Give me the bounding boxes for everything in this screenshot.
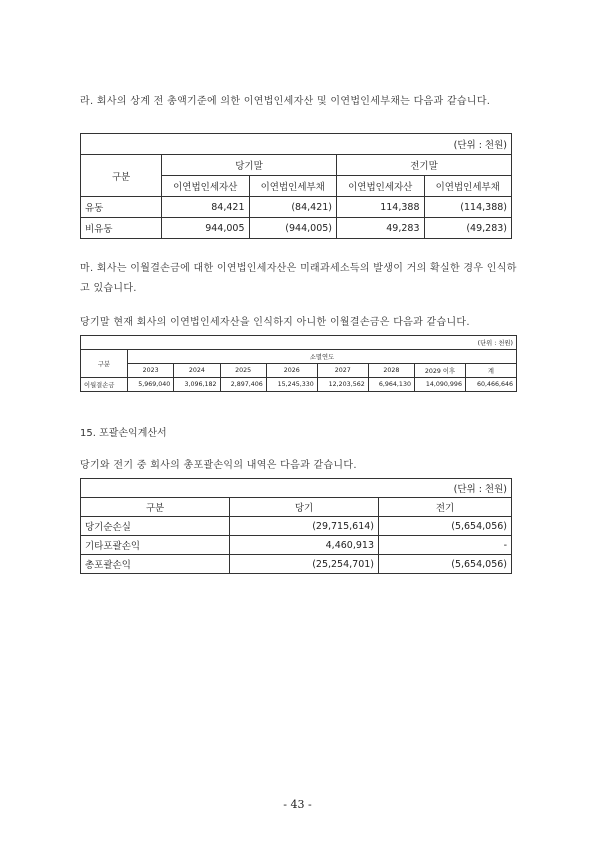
cell-value: 12,203,562: [317, 378, 368, 392]
cell-value: 49,283: [337, 218, 425, 239]
unrecognized-loss-carryforward-table: [80, 335, 517, 392]
cell-value: (49,283): [424, 218, 512, 239]
table-row: [81, 197, 512, 218]
section-heading-15: 15. 포괄손익계산서: [80, 428, 167, 439]
header-prior-asset: 이연법인세자산: [337, 176, 425, 197]
cell-value: 6,964,130: [368, 378, 414, 392]
cell-value: (5,654,056): [379, 555, 512, 574]
table-row: [81, 555, 512, 574]
cell-value: (84,421): [249, 197, 337, 218]
header-total: 계: [465, 364, 516, 378]
row-label: 비유동: [81, 218, 162, 239]
table-row: [81, 536, 512, 555]
table-row: [81, 517, 512, 536]
row-label: 총포괄손익: [81, 555, 230, 574]
cell-value: (114,388): [424, 197, 512, 218]
header-year: 2028: [368, 364, 414, 378]
header-current-liability: 이연법인세부채: [249, 176, 337, 197]
paragraph-ma: 마. 회사는 이월결손금에 대한 이연법인세자산은 미래과세소득의 발생이 거의 확실한 경우 인식하고 있습니다.: [80, 263, 517, 294]
header-prior-period: 전기말: [337, 155, 512, 176]
cell-value: (944,005): [249, 218, 337, 239]
header-prior-liability: 이연법인세부채: [424, 176, 512, 197]
deferred-tax-gross-table: [80, 133, 512, 239]
cell-value: 114,388: [337, 197, 425, 218]
header-year: 2029 이후: [414, 364, 465, 378]
row-label: 이월결손금: [81, 378, 128, 392]
cell-value: (25,254,701): [230, 555, 379, 574]
cell-value: (29,715,614): [230, 517, 379, 536]
cell-value: 2,897,406: [220, 378, 266, 392]
paragraph-comprehensive-income: 당기와 전기 중 회사의 총포괄손익의 내역은 다음과 같습니다.: [80, 460, 357, 471]
header-gubun: 구분: [81, 350, 128, 378]
header-expiry-year: 소멸연도: [128, 350, 517, 364]
unit-label: (단위 : 천원): [81, 479, 512, 498]
cell-value: -: [379, 536, 512, 555]
cell-value: 3,096,182: [174, 378, 220, 392]
paragraph-ra: 라. 회사의 상계 전 총액기준에 의한 이연법인세자산 및 이연법인세부채는 다음과 같습니다.: [80, 96, 491, 107]
header-gubun: 구분: [81, 155, 162, 197]
cell-value: 14,090,996: [414, 378, 465, 392]
table-row: [81, 378, 517, 392]
comprehensive-income-table: [80, 478, 512, 574]
header-gubun: 구분: [81, 498, 230, 517]
cell-value: 4,460,913: [230, 536, 379, 555]
row-label: 유동: [81, 197, 162, 218]
cell-value: 60,466,646: [465, 378, 516, 392]
row-label: 기타포괄손익: [81, 536, 230, 555]
header-current-asset: 이연법인세자산: [162, 176, 250, 197]
page-number: - 43 -: [283, 798, 312, 811]
header-year: 2024: [174, 364, 220, 378]
unit-label: (단위 : 천원): [81, 336, 517, 350]
header-current: 당기: [230, 498, 379, 517]
cell-value: 944,005: [162, 218, 250, 239]
header-year: 2026: [266, 364, 317, 378]
header-prior: 전기: [379, 498, 512, 517]
cell-value: 84,421: [162, 197, 250, 218]
header-year: 2027: [317, 364, 368, 378]
unit-label: (단위 : 천원): [81, 134, 512, 155]
header-current-period: 당기말: [162, 155, 337, 176]
paragraph-unrecognized-loss: 당기말 현재 회사의 이연법인세자산을 인식하지 아니한 이월결손금은 다음과 같습니다.: [80, 317, 470, 328]
cell-value: 15,245,330: [266, 378, 317, 392]
header-year: 2023: [128, 364, 174, 378]
table-row: [81, 218, 512, 239]
header-year: 2025: [220, 364, 266, 378]
cell-value: (5,654,056): [379, 517, 512, 536]
cell-value: 5,969,040: [128, 378, 174, 392]
row-label: 당기순손실: [81, 517, 230, 536]
